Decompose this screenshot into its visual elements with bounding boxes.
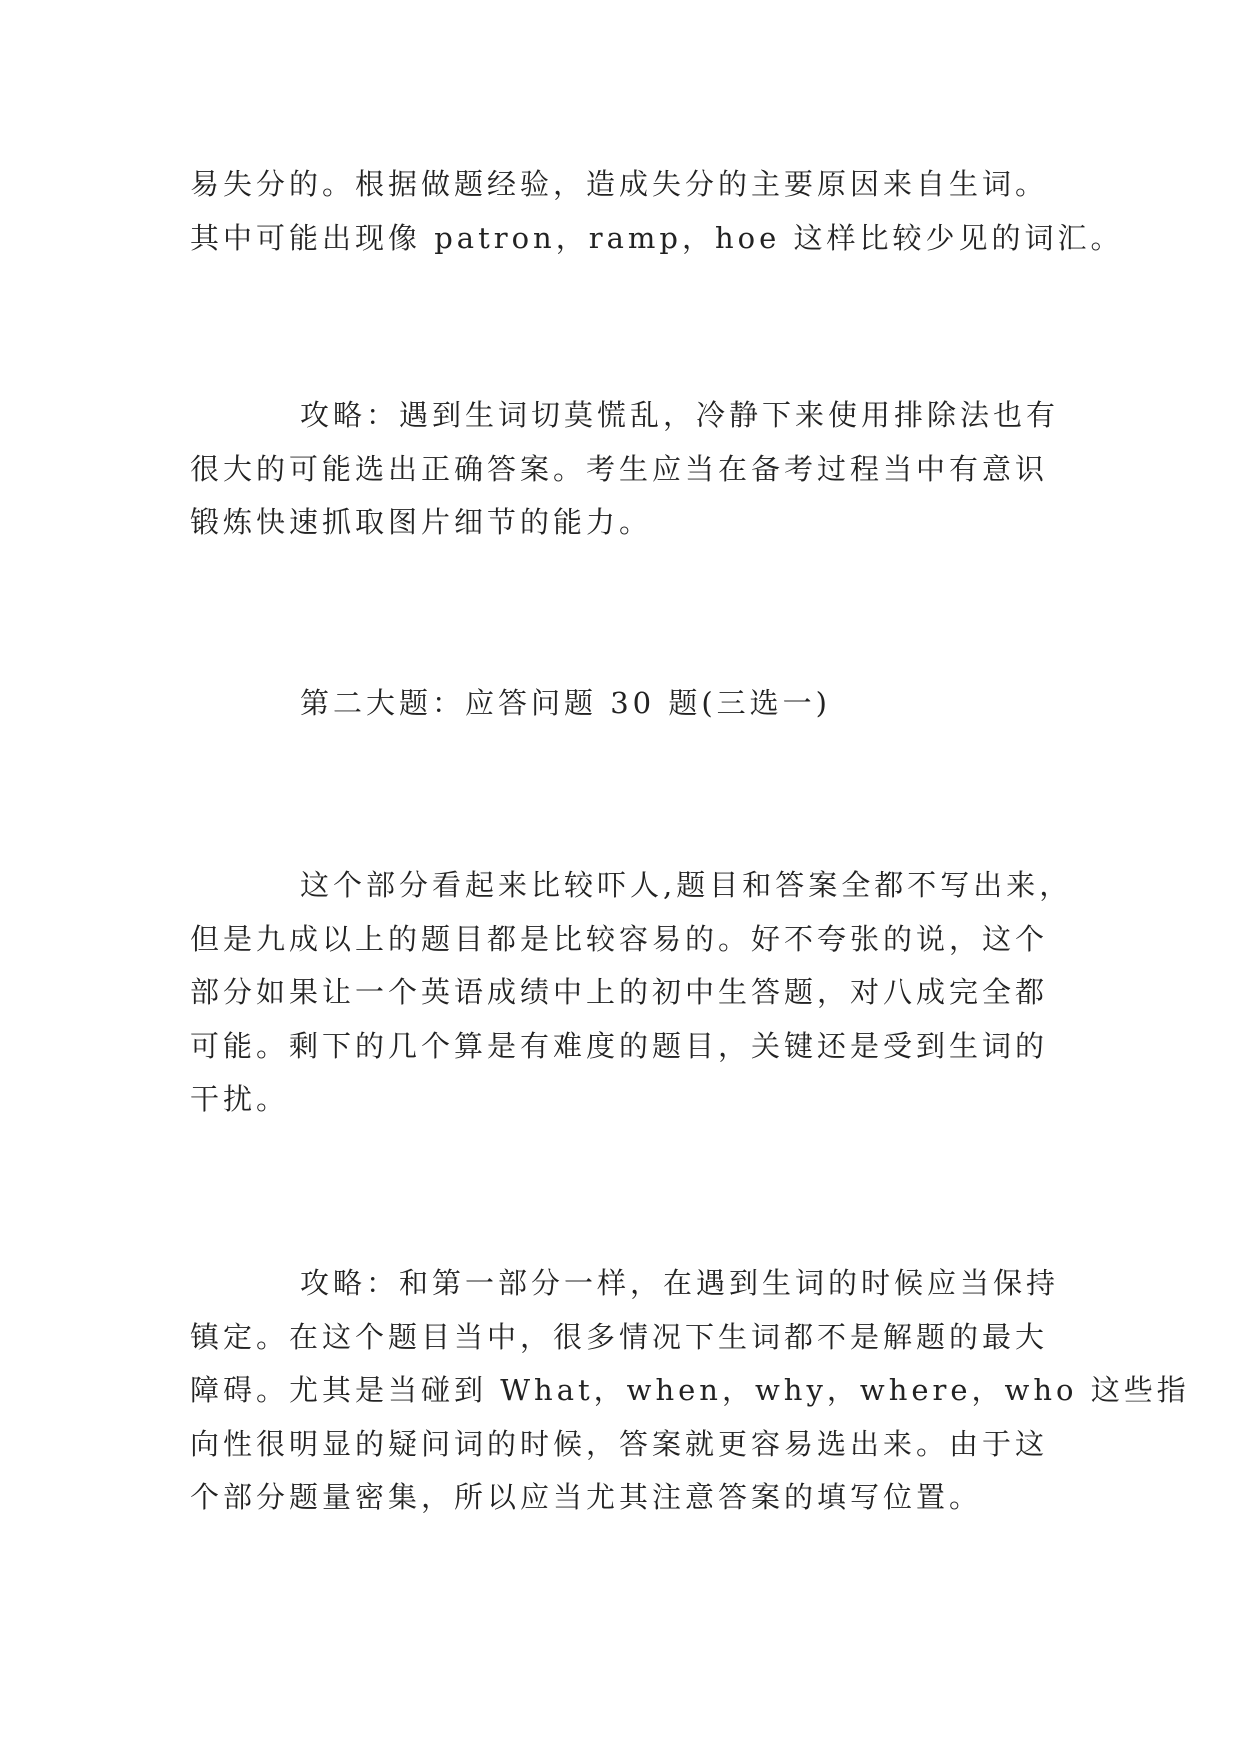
text-line: 易失分的。根据做题经验，造成失分的主要原因来自生词。 — [190, 167, 1049, 201]
text-line: 部分如果让一个英语成绩中上的初中生答题，对八成完全都 — [190, 975, 1049, 1009]
text-line: 镇定。在这个题目当中，很多情况下生词都不是解题的最大 — [190, 1319, 1049, 1354]
text-line: 可能。剩下的几个算是有难度的题目，关键还是受到生词的 — [190, 1028, 1049, 1063]
text-line: 攻略：遇到生词切莫慌乱，冷静下来使用排除法也有 — [300, 398, 1060, 432]
text-line: 但是九成以上的题目都是比较容易的。好不夸张的说，这个 — [190, 921, 1049, 956]
paragraph-3 — [190, 859, 1073, 1127]
text-line: 其中可能出现像 patron，ramp，hoe 这样比较少见的词汇。 — [190, 220, 1124, 255]
paragraph-4 — [190, 1257, 1190, 1525]
text-line: 这个部分看起来比较吓人,题目和答案全都不写出来， — [300, 868, 1073, 902]
text-line: 攻略：和第一部分一样，在遇到生词的时候应当保持 — [300, 1266, 1060, 1300]
paragraph-1 — [190, 158, 1124, 265]
text-line: 很大的可能选出正确答案。考生应当在备考过程当中有意识 — [190, 451, 1049, 486]
text-line: 个部分题量密集，所以应当尤其注意答案的填写位置。 — [190, 1480, 983, 1514]
text-line: 障碍。尤其是当碰到 What，when，why，where，who 这些指 — [190, 1373, 1190, 1407]
text-line: 第二大题：应答问题 30 题(三选一) — [300, 686, 831, 720]
paragraph-2 — [190, 389, 1060, 550]
text-line: 干扰。 — [190, 1082, 290, 1116]
text-line: 向性很明显的疑问词的时候，答案就更容易选出来。由于这 — [190, 1426, 1049, 1461]
text-line: 锻炼快速抓取图片细节的能力。 — [190, 505, 653, 539]
section-heading — [190, 677, 1060, 731]
